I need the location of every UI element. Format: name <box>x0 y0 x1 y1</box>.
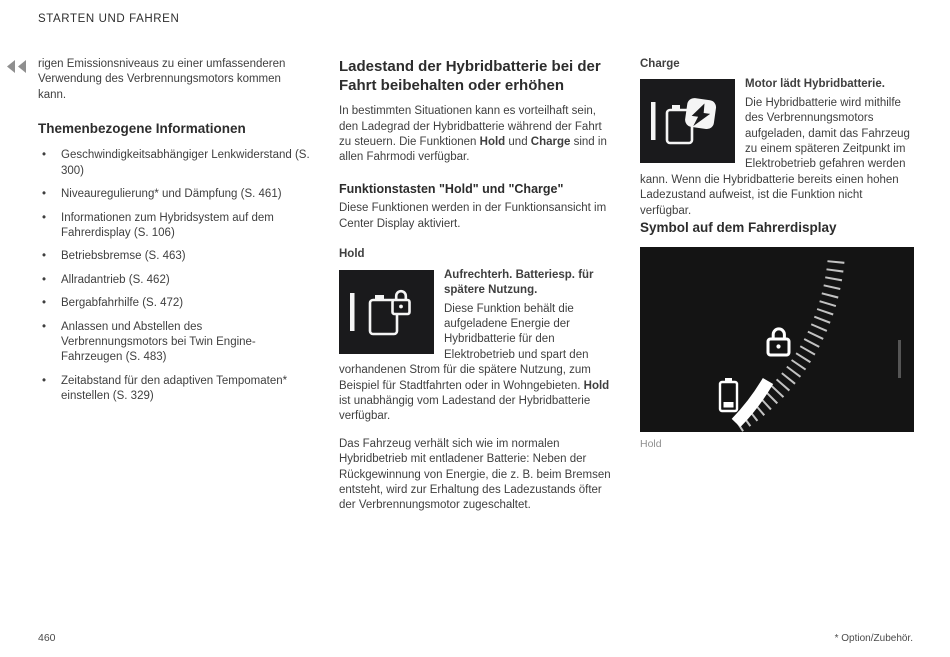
hold-button-image <box>339 270 434 354</box>
charge-description: Die Hybridbatterie wird mithilfe des Verbrennungsmotors aufgeladen, damit das Fahrzeug zu einem späteren Zeitpunkt im Elektrobetrieb gefahren werden kann. Wenn die Hybridbatterie bereits einen hohen Ladezustand aufweist, ist die Funktion nicht verfügbar. <box>640 96 910 217</box>
intro-paragraph <box>339 104 613 166</box>
list-item: • Anlassen und Abstellen des Verbrennungsmotors bei Twin Engine-Fahrzeugen (S. 483) <box>38 320 312 366</box>
list-item: • Bergabfahrhilfe (S. 472) <box>38 296 312 311</box>
hold-caption: Aufrechterh. Batteriesp. für spätere Nutzung. <box>444 268 594 297</box>
hold-label: Hold <box>339 248 365 261</box>
list-item: • Betriebsbremse (S. 463) <box>38 249 312 264</box>
charge-caption: Motor lädt Hybridbatterie. <box>745 78 885 91</box>
charge-function-block <box>640 77 914 219</box>
charge-label: Charge <box>640 58 680 70</box>
left-column <box>38 57 312 514</box>
charge-keyword: Charge <box>530 135 571 148</box>
list-item: • Zeitabstand für den adaptiven Tempomaten* einstellen (S. 329) <box>38 374 312 405</box>
section-title: Ladestand der Hybridbatterie bei der Fahrt beibehalten oder erhöhen <box>339 58 601 95</box>
battery-level <box>724 402 734 408</box>
continuation-text: rigen Emissionsniveaus zu einer umfassenderen Verwendung des Verbrennungsmotors kommen kann. <box>38 58 286 101</box>
page-number: 460 <box>38 632 56 644</box>
hold-keyword: Hold <box>479 135 506 148</box>
hold-description-text: ist unabhängig vom Ladestand der Hybridbatterie verfügbar. <box>339 394 591 423</box>
gauge-graphic <box>640 247 914 432</box>
related-info-heading: Themenbezogene Informationen <box>38 121 246 137</box>
middle-column <box>339 57 613 514</box>
subsection-heading: Funktionstasten "Hold" und "Charge" <box>339 181 564 196</box>
hold-function-block <box>339 268 613 425</box>
list-item: • Geschwindigkeitsabhängiger Lenkwiderstand (S. 300) <box>38 148 312 179</box>
hold-battery-lock-icon <box>339 270 434 354</box>
hold-note: Das Fahrzeug verhält sich wie im normalen Hybridbetrieb mit entladener Batterie: Neben der Rückgewinnung von Energie, die z. B. beim Bremsen entsteht, wird zur Erhaltung des Ladezustands öfter der Verbrennungsmotor zugeschaltet. <box>339 437 611 512</box>
related-info-list <box>38 148 312 404</box>
option-footnote: * Option/Zubehör. <box>834 633 913 644</box>
activation-text: Diese Funktionen werden in der Funktionsansicht im Center Display aktiviert. <box>339 202 607 230</box>
intro-text: sind in allen Fahrmodi verfügbar. <box>339 135 607 164</box>
right-column <box>640 57 914 514</box>
intro-text: und <box>505 135 531 148</box>
content-columns <box>38 57 914 514</box>
hold-keyword: Hold <box>583 379 610 392</box>
list-item: • Allradantrieb (S. 462) <box>38 273 312 288</box>
charge-button-image <box>640 79 735 163</box>
driver-display-image <box>640 247 914 432</box>
image-code-mark <box>898 340 901 378</box>
list-item: • Informationen zum Hybridsystem auf dem Fahrerdisplay (S. 106) <box>38 211 312 242</box>
symbol-heading: Symbol auf dem Fahrerdisplay <box>640 220 837 236</box>
list-item: • Niveauregulierung* und Dämpfung (S. 461) <box>38 187 312 202</box>
continuation-arrows-icon <box>6 60 28 73</box>
page-header: STARTEN UND FAHREN <box>38 13 180 25</box>
symbol-caption: Hold <box>640 438 662 451</box>
charge-battery-bolt-icon <box>640 79 735 163</box>
intro-text: In bestimmten Situationen kann es vorteilhaft sein, den Ladegrad der Hybridbatterie während der Fahrt zu steuern. Die Funktionen <box>339 105 602 148</box>
hold-description-text: Diese Funktion behält die aufgeladene Energie der Hybridbatterie für den Elektrobetrieb und spart den vorhandenen Strom für die spätere Nutzung, zum Beispiel für Stadtfahrten oder in Wohngebieten. <box>339 302 591 392</box>
